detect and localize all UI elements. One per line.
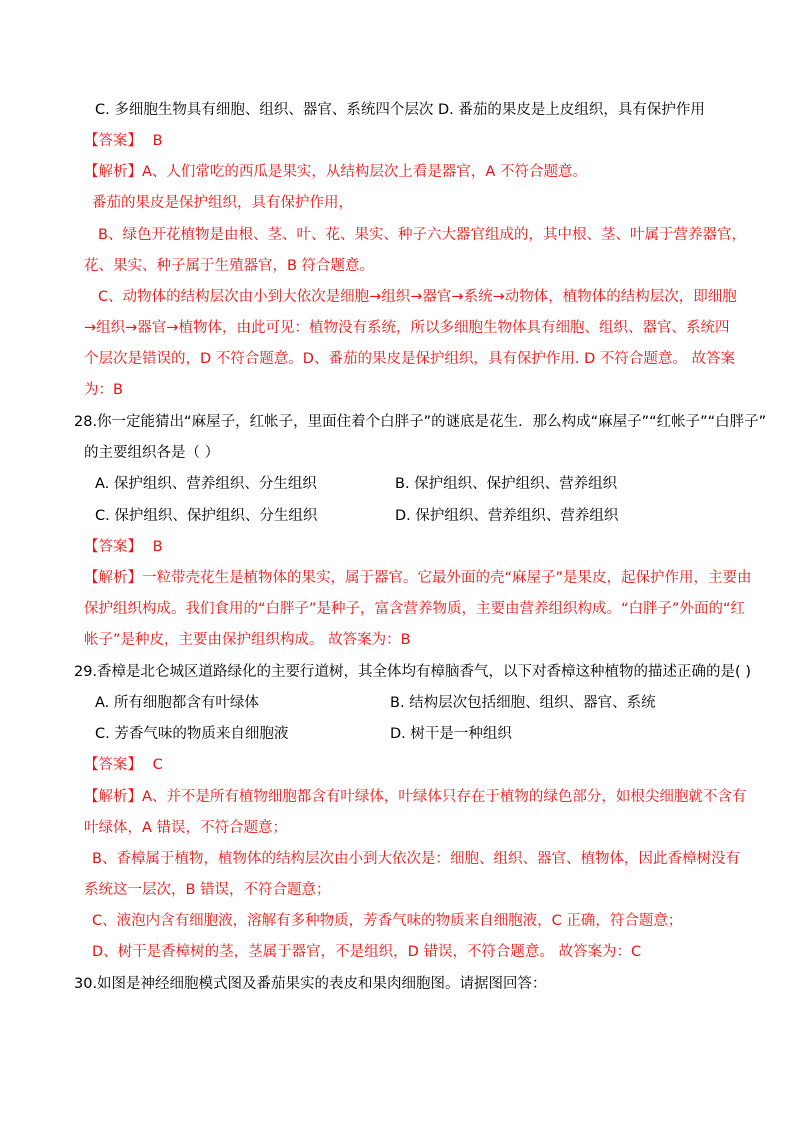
answer-value: C — [152, 757, 163, 773]
q29-analysis-line-3: B、香樟属于植物，植物体的结构层次由小到大依次是：细胞、组织、器官、植物体，因此香樟树没有 — [92, 851, 740, 867]
q28-stem-line-1: 28.你一定能猜出“麻屋子，红帐子，里面住着个白胖子”的谜底是花生．那么构成“麻屋子”“红帐子”“白胖子” — [74, 414, 767, 430]
q27-analysis-line-5: C、动物体的结构层次由小到大依次是细胞→组织→器官→系统→动物体，植物体的结构层次，即细胞 — [98, 289, 737, 305]
q28-analysis-line-1 — [84, 568, 752, 588]
q27-analysis-line-8: 为：B — [84, 382, 123, 398]
q29-option-a: A. 所有细胞都含有叶绿体 — [95, 695, 259, 711]
q29-stem: 29.香樟是北仑城区道路绿化的主要行道树，其全体均有樟脑香气，以下对香樟这种植物的描述正确的是( ) — [74, 664, 751, 680]
q27-analysis-line-6: →组织→器官→植物体，由此可见：植物没有系统，所以多细胞生物体具有细胞、组织、器官、系统四 — [84, 320, 730, 336]
q28-answer — [84, 537, 163, 557]
q29-answer — [84, 755, 163, 775]
answer-value: B — [152, 133, 163, 149]
q30-stem: 30.如图是神经细胞模式图及番茄果实的表皮和果肉细胞图。请据图回答： — [74, 976, 547, 992]
q27-analysis-line-4: 花、果实、种子属于生殖器官，B 符合题意。 — [84, 258, 375, 274]
q28-option-d: D. 保护组织、营养组织、营养组织 — [395, 508, 619, 524]
q29-analysis-line-2: 叶绿体，A 错误，不符合题意； — [84, 820, 288, 836]
q27-analysis-line-1 — [84, 162, 587, 182]
answer-tag: 【答案】 — [84, 757, 142, 773]
analysis-text: A、并不是所有植物细胞都含有叶绿体，叶绿体只存在于植物的绿色部分，如根尖细胞就不含有 — [142, 789, 747, 805]
analysis-text: A、人们常吃的西瓜是果实，从结构层次上看是器官，A 不符合题意。 — [142, 164, 587, 180]
q29-option-b: B. 结构层次包括细胞、组织、器官、系统 — [390, 695, 656, 711]
q28-option-a: A. 保护组织、营养组织、分生组织 — [95, 476, 317, 492]
answer-tag: 【答案】 — [84, 133, 142, 149]
q28-stem-line-2: 的主要组织各是（ ） — [84, 445, 220, 461]
q28-analysis-line-2: 保护组织构成。我们食用的“白胖子”是种子，富含营养物质，主要由营养组织构成。“白胖子”外面的“红 — [84, 601, 746, 617]
q27-answer — [84, 131, 163, 151]
q28-option-c: C. 保护组织、保护组织、分生组织 — [95, 508, 318, 524]
q29-analysis-line-1 — [84, 787, 746, 807]
analysis-tag: 【解析】 — [84, 789, 142, 805]
q29-analysis-line-5: C、液泡内含有细胞液，溶解有多种物质，芳香气味的物质来自细胞液，C 正确，符合题意； — [92, 913, 683, 929]
answer-tag: 【答案】 — [84, 539, 142, 555]
analysis-tag: 【解析】 — [84, 164, 142, 180]
q27-analysis-line-3: B、绿色开花植物是由根、茎、叶、花、果实、种子六大器官组成的，其中根、茎、叶属于营养器官， — [98, 227, 746, 243]
q27-option-d: D. 番茄的果皮是上皮组织，具有保护作用 — [438, 102, 705, 118]
q29-option-c: C. 芳香气味的物质来自细胞液 — [95, 726, 289, 742]
q29-analysis-line-6: D、树干是香樟树的茎，茎属于器官，不是组织，D 错误，不符合题意。 故答案为：C — [92, 944, 642, 960]
q29-option-d: D. 树干是一种组织 — [390, 726, 512, 742]
q28-analysis-line-3: 帐子”是种皮，主要由保护组织构成。 故答案为：B — [84, 632, 411, 648]
analysis-text: 一粒带壳花生是植物体的果实，属于器官。它最外面的壳“麻屋子”是果皮，起保护作用，主要由 — [142, 570, 752, 586]
q27-analysis-line-7: 个层次是错误的，D 不符合题意。D、番茄的果皮是保护组织，具有保护作用. D 不符合题意。 故答案 — [84, 351, 736, 367]
q29-analysis-line-4: 系统这一层次，B 错误，不符合题意； — [84, 882, 331, 898]
analysis-tag: 【解析】 — [84, 570, 142, 586]
q28-option-b: B. 保护组织、保护组织、营养组织 — [395, 476, 618, 492]
q27-option-c: C. 多细胞生物具有细胞、组织、器官、系统四个层次 — [95, 102, 434, 118]
answer-value: B — [152, 539, 163, 555]
q27-analysis-line-2: 番茄的果皮是保护组织，具有保护作用， — [92, 195, 353, 211]
